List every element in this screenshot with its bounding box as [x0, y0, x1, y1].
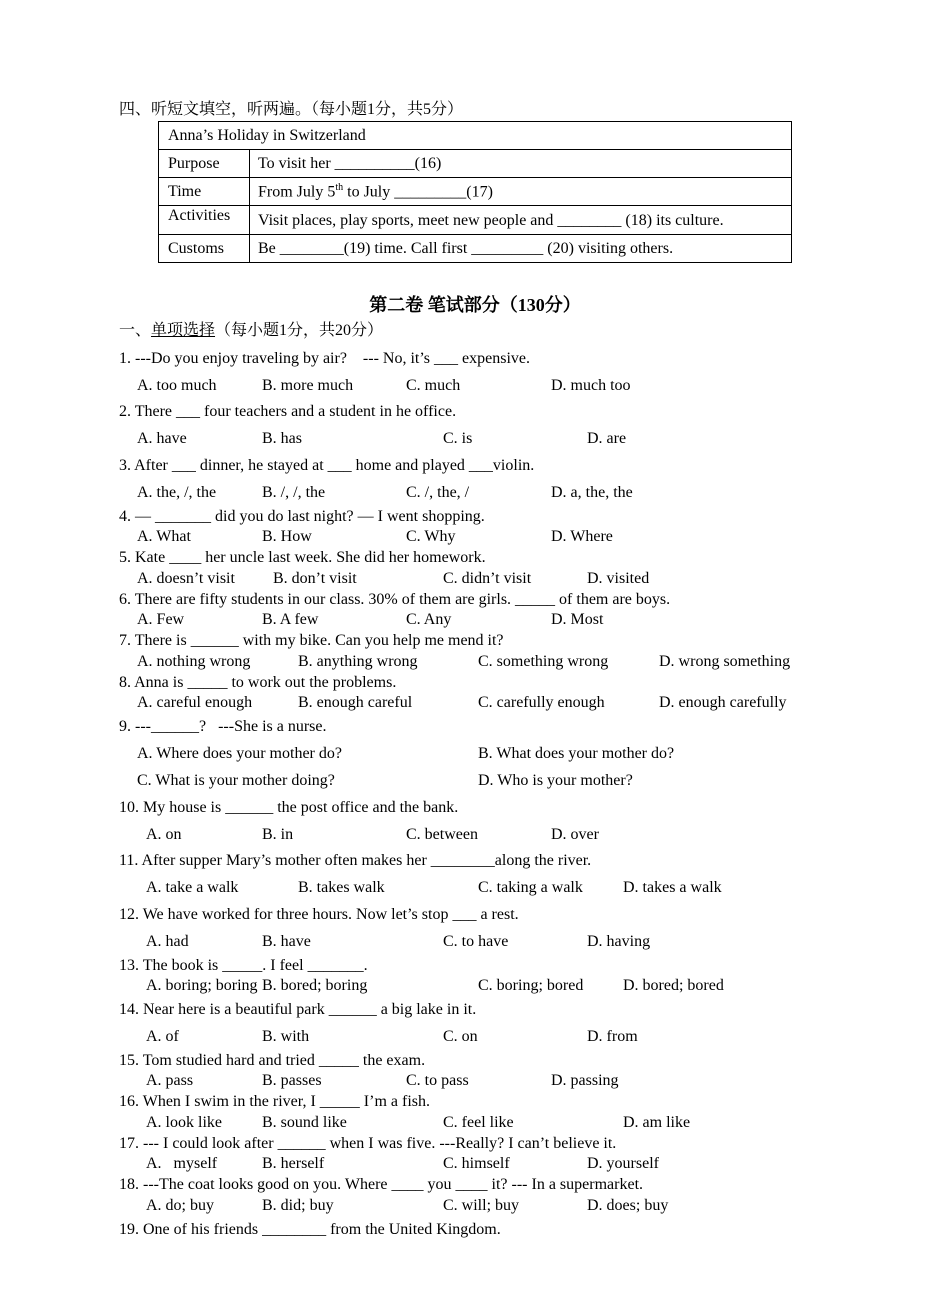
table-row — [159, 235, 792, 263]
answer-option: C. between — [406, 826, 478, 843]
time-from: From July 5 — [258, 183, 336, 201]
answer-option: D. over — [551, 826, 599, 843]
answer-option: B. in — [262, 826, 294, 843]
answer-option: A. boring; boring — [146, 977, 258, 994]
answer-option: D. enough carefully — [659, 694, 787, 711]
answer-option: D. Who is your mother? — [478, 772, 633, 789]
answer-option: C. boring; bored — [478, 977, 584, 994]
answer-option: B. has — [262, 430, 302, 447]
answer-option: A. do; buy — [146, 1197, 214, 1214]
answer-option: B. sound like — [262, 1114, 347, 1131]
answer-option: A. Few — [137, 611, 185, 628]
answer-option: C. didn’t visit — [443, 570, 532, 587]
answer-option: D. passing — [551, 1072, 619, 1089]
answer-option: B. How — [262, 528, 312, 545]
answer-option: C. feel like — [443, 1114, 514, 1131]
answer-option: A. the, /, the — [137, 484, 217, 501]
answer-option: A. pass — [146, 1072, 194, 1089]
question-stem: 13. The book is _____. I feel _______. — [119, 957, 368, 974]
answer-option: B. more much — [262, 377, 354, 394]
answer-option: A. on — [146, 826, 182, 843]
answer-option: B. have — [262, 933, 311, 950]
answer-option: A. myself — [146, 1155, 218, 1172]
question-stem: 9. ---______? ---She is a nurse. — [119, 718, 327, 735]
answer-option: C. Why — [406, 528, 456, 545]
answer-option: C. on — [443, 1028, 478, 1045]
question-stem: 16. When I swim in the river, I _____ I’m a fish. — [119, 1093, 430, 1110]
answer-option: B. passes — [262, 1072, 322, 1089]
volume2-title: 第二卷 笔试部分（130分） — [369, 295, 581, 315]
answer-option: C. carefully enough — [478, 694, 605, 711]
section1-name: 单项选择 — [151, 322, 216, 339]
answer-option: C. is — [443, 430, 473, 447]
question-stem: 14. Near here is a beautiful park ______ a big lake in it. — [119, 1001, 477, 1018]
question-stem: 10. My house is ______ the post office and the bank. — [119, 799, 459, 816]
answer-option: D. much too — [551, 377, 631, 394]
answer-option: C. something wrong — [478, 653, 609, 670]
row-text: Visit places, play sports, meet new people and ________ (18) its culture. — [250, 206, 792, 235]
question-stem: 12. We have worked for three hours. Now let’s stop ___ a rest. — [119, 906, 519, 923]
question-stem: 2. There ___ four teachers and a student in he office. — [119, 403, 457, 420]
answer-option: B. enough careful — [298, 694, 413, 711]
answer-option: B. anything wrong — [298, 653, 418, 670]
answer-option: D. does; buy — [587, 1197, 669, 1214]
row-label: Time — [159, 178, 250, 206]
answer-option: A. too much — [137, 377, 217, 394]
answer-option: A. What — [137, 528, 191, 545]
answer-option: D. Most — [551, 611, 604, 628]
answer-option: A. take a walk — [146, 879, 239, 896]
answer-option: D. am like — [623, 1114, 691, 1131]
row-label: Activities — [159, 206, 250, 235]
question-stem: 5. Kate ____ her uncle last week. She did her homework. — [119, 549, 486, 566]
answer-option: D. Where — [551, 528, 613, 545]
question-stem: 18. ---The coat looks good on you. Where ____ you ____ it? --- In a supermarket. — [119, 1176, 644, 1193]
answer-option: C. taking a walk — [478, 879, 583, 896]
table-row — [159, 206, 792, 235]
row-text: Be ________(19) time. Call first _________ (20) visiting others. — [250, 235, 792, 263]
table-row — [159, 150, 792, 178]
answer-option: B. A few — [262, 611, 319, 628]
answer-option: C. What is your mother doing? — [137, 772, 335, 789]
answer-option: B. don’t visit — [273, 570, 357, 587]
answer-option: C. himself — [443, 1155, 510, 1172]
table-title: Anna’s Holiday in Switzerland — [159, 122, 792, 150]
part4-heading: 四、听短文填空，听两遍。（每小题1分，共5分） — [119, 101, 464, 118]
question-stem: 15. Tom studied hard and tried _____ the exam. — [119, 1052, 426, 1069]
answer-option: D. bored; bored — [623, 977, 724, 994]
listening-table — [158, 121, 792, 263]
answer-option: A. careful enough — [137, 694, 253, 711]
answer-option: A. have — [137, 430, 187, 447]
question-stem: 11. After supper Mary’s mother often makes her ________along the river. — [119, 852, 592, 869]
answer-option: B. with — [262, 1028, 310, 1045]
row-text — [250, 178, 792, 206]
answer-option: B. /, /, the — [262, 484, 326, 501]
answer-option: D. having — [587, 933, 651, 950]
answer-option: B. did; buy — [262, 1197, 334, 1214]
answer-option: B. bored; boring — [262, 977, 368, 994]
answer-option: D. visited — [587, 570, 650, 587]
answer-option: A. had — [146, 933, 189, 950]
ordinal-suffix: th — [335, 181, 344, 193]
answer-option: B. takes walk — [298, 879, 385, 896]
answer-option: C. to have — [443, 933, 509, 950]
row-text: To visit her __________(16) — [250, 150, 792, 178]
answer-option: B. What does your mother do? — [478, 745, 675, 762]
answer-option: D. yourself — [587, 1155, 659, 1172]
answer-option: C. much — [406, 377, 461, 394]
answer-option: D. are — [587, 430, 627, 447]
answer-option: D. takes a walk — [623, 879, 722, 896]
section1-heading — [119, 321, 383, 341]
question-stem: 1. ---Do you enjoy traveling by air? --- No, it’s ___ expensive. — [119, 350, 531, 367]
table-title-row — [159, 122, 792, 150]
question-stem: 19. One of his friends ________ from the United Kingdom. — [119, 1221, 501, 1238]
section1-suffix: （每小题1分，共20分） — [215, 322, 384, 339]
time-to: to July _________(17) — [343, 183, 493, 201]
question-stem: 7. There is ______ with my bike. Can you help me mend it? — [119, 632, 504, 649]
question-stem: 6. There are fifty students in our class. 30% of them are girls. _____ of them are boys. — [119, 591, 671, 608]
answer-option: A. nothing wrong — [137, 653, 251, 670]
row-label: Customs — [159, 235, 250, 263]
answer-option: D. wrong something — [659, 653, 791, 670]
answer-option: D. from — [587, 1028, 638, 1045]
answer-option: A. of — [146, 1028, 179, 1045]
answer-option: A. look like — [146, 1114, 222, 1131]
table-row — [159, 178, 792, 206]
answer-option: C. Any — [406, 611, 452, 628]
answer-option: C. /, the, / — [406, 484, 470, 501]
answer-option: C. to pass — [406, 1072, 469, 1089]
section1-prefix: 一、 — [119, 322, 152, 339]
answer-option: C. will; buy — [443, 1197, 520, 1214]
answer-option: D. a, the, the — [551, 484, 633, 501]
question-stem: 4. — _______ did you do last night? — I went shopping. — [119, 508, 485, 525]
row-label: Purpose — [159, 150, 250, 178]
answer-option: A. Where does your mother do? — [137, 745, 342, 762]
question-stem: 3. After ___ dinner, he stayed at ___ home and played ___violin. — [119, 457, 535, 474]
question-stem: 8. Anna is _____ to work out the problems. — [119, 674, 397, 691]
question-stem: 17. --- I could look after ______ when I was five. ---Really? I can’t believe it. — [119, 1135, 617, 1152]
answer-option: A. doesn’t visit — [137, 570, 235, 587]
answer-option: B. herself — [262, 1155, 325, 1172]
